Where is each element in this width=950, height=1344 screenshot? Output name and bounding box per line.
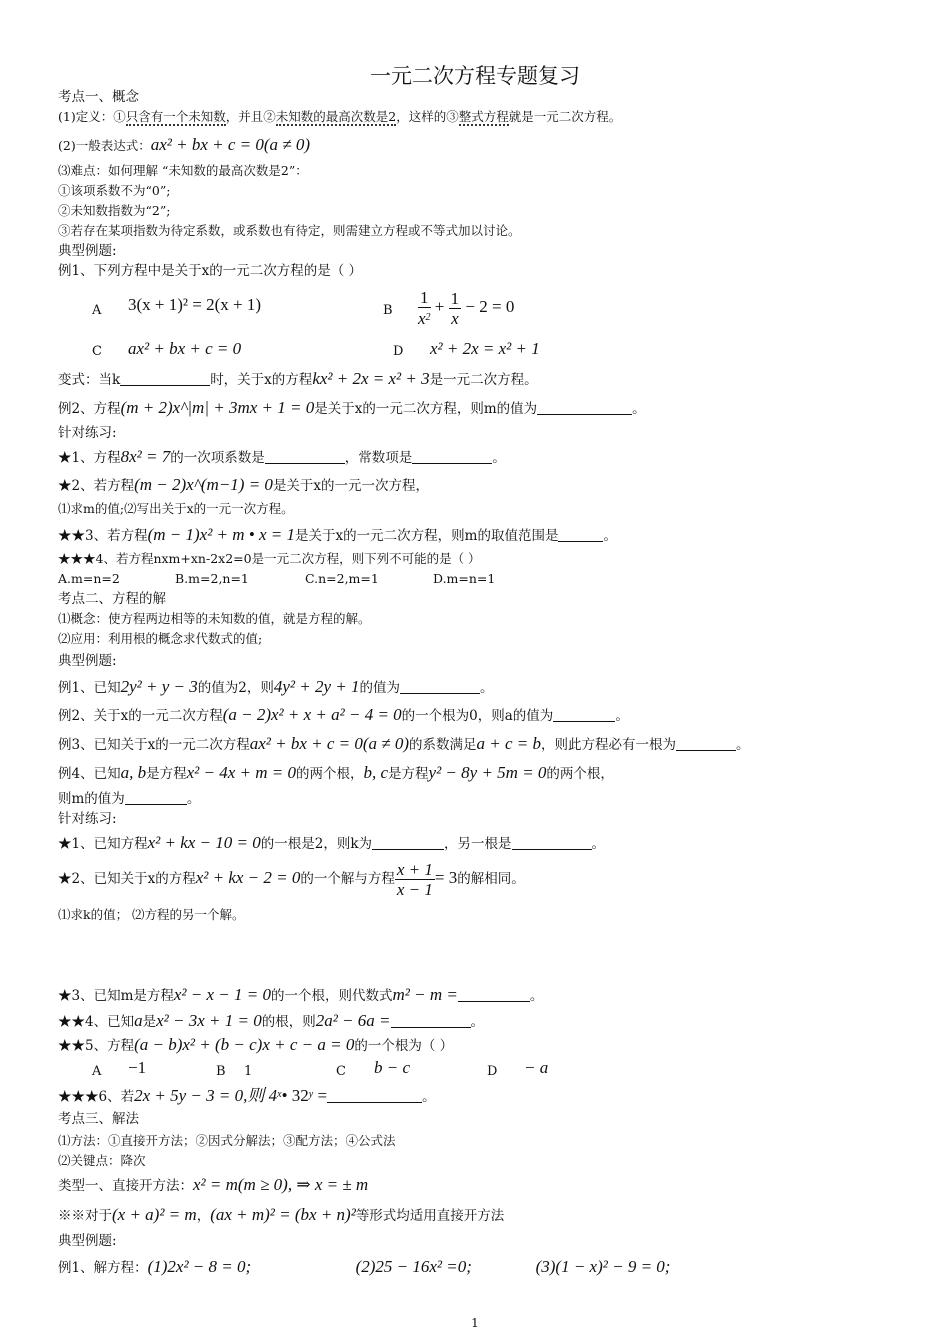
text: 的一次项系数是 bbox=[170, 450, 265, 466]
examples-label: 典型例题: bbox=[58, 653, 117, 669]
formula: (a − 2)x² + x + a² − 4 = 0 bbox=[222, 705, 402, 724]
formula: y² − 8y + 5m = 0 bbox=[428, 763, 547, 782]
text: 是关于x的一元一次方程， bbox=[272, 478, 430, 494]
example-1-question: 例1、下列方程中是关于x的一元二次方程的是（ ） bbox=[58, 263, 362, 279]
superscript: x bbox=[277, 1089, 282, 1100]
formula: x² − 3x + 1 = 0 bbox=[156, 1011, 262, 1030]
example-2-line: 例2、方程(m + 2)x^|m| + 3mx + 1 = 0是关于x的一元二次方程，则m的值为 。 bbox=[58, 398, 646, 417]
variant-line bbox=[58, 370, 538, 389]
formula: (2)25 − 16x² =0; bbox=[355, 1257, 472, 1276]
answer-blank[interactable] bbox=[391, 1013, 471, 1028]
def-text: (1)定义：① bbox=[58, 109, 126, 124]
answer-blank[interactable] bbox=[553, 707, 615, 722]
practice-3-line: ★★3、若方程(m − 1)x² + m • x = 1是关于x的一元二次方程，则m的取值范围是 。 bbox=[58, 525, 617, 544]
example-1-line bbox=[58, 1258, 670, 1277]
text: 则m的值为 bbox=[58, 791, 125, 807]
practice-4-line: ★★★4、若方程nxm+xn-2x2=0是一元二次方程，则下列不可能的是（ ） bbox=[58, 551, 481, 566]
option-label: A bbox=[92, 303, 102, 318]
practice-1-line: ★1、已知方程x² + kx − 10 = 0的一根是2，则k为 ，另一根是 。 bbox=[58, 833, 606, 852]
option-b-formula: $\frac{1}{x^2}$ + $\frac{1}{x}$ − 2 = 0 bbox=[418, 288, 515, 328]
answer-blank[interactable] bbox=[372, 835, 444, 850]
answer-blank[interactable] bbox=[558, 527, 603, 542]
formula: x² + kx − 10 = 0 bbox=[147, 833, 261, 852]
difficulty-title: ⑶难点：如何理解 “未知数的最高次数是2”： bbox=[58, 163, 308, 178]
text: 的一个解与方程 bbox=[300, 871, 395, 887]
formula: (3)(1 − x)² − 9 = 0; bbox=[535, 1257, 671, 1276]
formula: = 3 bbox=[434, 868, 458, 887]
definition-line bbox=[58, 108, 621, 126]
option-label: A bbox=[92, 1064, 102, 1079]
difficulty-point-1: ①该项系数不为“0”; bbox=[58, 183, 171, 198]
text: 是关于x的一元二次方程，则m的值为 bbox=[314, 401, 538, 417]
text: 例2、关于x的一元二次方程 bbox=[58, 708, 223, 724]
practice-2-line bbox=[58, 476, 429, 495]
formula: a, b bbox=[120, 763, 147, 782]
text: 是 bbox=[142, 1014, 157, 1030]
answer-blank[interactable] bbox=[327, 1088, 422, 1103]
application-line: ⑵应用：利用根的概念求代数式的值; bbox=[58, 631, 263, 646]
text: 例1、解方程： bbox=[58, 1260, 148, 1276]
option-a: −1 bbox=[128, 1058, 147, 1077]
text: 的两个根， bbox=[546, 766, 614, 782]
fraction-denominator: x − 1 bbox=[396, 880, 433, 899]
option: B.m=2,n=1 bbox=[175, 571, 249, 586]
text: ，则此方程必有一根为 bbox=[541, 737, 677, 753]
text: ★★★6、若 bbox=[58, 1089, 135, 1105]
def-emphasis-2: 未知数的最高次数是2 bbox=[275, 109, 397, 124]
formula: 2y² + y − 3 bbox=[120, 677, 198, 696]
option: C.n=2,m=1 bbox=[305, 571, 379, 586]
option-label: B bbox=[383, 303, 393, 318]
formula: = bbox=[317, 1086, 328, 1105]
formula: x² − 4x + m = 0 bbox=[186, 763, 296, 782]
text: ★★4、已知 bbox=[58, 1014, 135, 1030]
fraction-numerator: x + 1 bbox=[396, 860, 433, 879]
formula: ax² + bx + c = 0(a ≠ 0) bbox=[249, 734, 410, 753]
answer-blank[interactable] bbox=[125, 790, 187, 805]
text: 例2、方程 bbox=[58, 401, 121, 417]
text: 是方程 bbox=[388, 766, 429, 782]
section-heading-solution: 考点二、方程的解 bbox=[58, 591, 166, 607]
practice-3-line: ★3、已知m是方程x² − x − 1 = 0的一个根，则代数式m² − m = 。 bbox=[58, 985, 544, 1004]
text: 例3、已知关于x的一元二次方程 bbox=[58, 737, 250, 753]
formula: b, c bbox=[363, 763, 389, 782]
text: 的一个根为0，则a的值为 bbox=[401, 708, 554, 724]
formula: (1)2x² − 8 = 0; bbox=[147, 1257, 252, 1276]
example-2-line: 例2、关于x的一元二次方程(a − 2)x² + x + a² − 4 = 0的一个根为0，则a的值为 。 bbox=[58, 705, 629, 724]
text: 是关于x的一元二次方程，则m的取值范围是 bbox=[295, 528, 559, 544]
formula: 2a² − 6a = bbox=[315, 1011, 391, 1030]
difficulty-point-2: ②未知数指数为“2”; bbox=[58, 203, 171, 218]
text: ★1、已知方程 bbox=[58, 836, 148, 852]
formula: • 32 bbox=[281, 1086, 309, 1105]
example-3-line: 例3、已知关于x的一元二次方程ax² + bx + c = 0(a ≠ 0)的系数满足a + c = b，则此方程必有一根为 。 bbox=[58, 734, 750, 753]
text: 的系数满足 bbox=[409, 737, 477, 753]
formula: (m − 2)x^(m−1) = 0 bbox=[134, 475, 273, 494]
option-d-formula: x² + 2x = x² + 1 bbox=[430, 339, 540, 358]
option-b-tail: − 2 = 0 bbox=[465, 296, 515, 316]
text: ，常数项是 bbox=[344, 450, 413, 466]
text: ，另一根是 bbox=[444, 836, 512, 852]
page-number: 1 bbox=[471, 1316, 479, 1330]
formula: (m − 1)x² + m • x = 1 bbox=[147, 525, 296, 544]
formula: x² = m(m ≥ 0), ⇒ x = ± m bbox=[193, 1175, 369, 1194]
option: A.m=n=2 bbox=[58, 571, 120, 586]
text: 的解相同。 bbox=[457, 871, 525, 887]
text: 的一根是2，则k为 bbox=[260, 836, 373, 852]
option-label: D bbox=[393, 344, 404, 359]
fraction: $\frac{1}{x}$ bbox=[450, 288, 460, 328]
examples-label: 典型例题: bbox=[58, 243, 117, 259]
section-heading-methods: 考点三、解法 bbox=[58, 1111, 139, 1127]
def-text: ，这样的③ bbox=[396, 109, 459, 124]
text: 时，关于x的方程 bbox=[210, 372, 313, 388]
answer-blank[interactable] bbox=[265, 449, 345, 464]
text: ★★3、若方程 bbox=[58, 528, 148, 544]
formula: (m + 2)x^|m| + 3mx + 1 = 0 bbox=[120, 398, 315, 417]
example-1-line: 例1、已知2y² + y − 3的值为2，则4y² + 2y + 1的值为 。 bbox=[58, 677, 494, 696]
option-c: b − c bbox=[374, 1058, 411, 1077]
text: 的值为2，则 bbox=[197, 680, 274, 696]
option-c-formula: ax² + bx + c = 0 bbox=[128, 339, 242, 358]
formula: 8x² = 7 bbox=[120, 447, 171, 466]
text: 类型一、直接开方法： bbox=[58, 1178, 193, 1194]
answer-blank[interactable] bbox=[458, 987, 530, 1002]
type-1-line bbox=[58, 1176, 368, 1195]
option-b: 1 bbox=[244, 1064, 253, 1079]
formula: a + c = b bbox=[476, 734, 542, 753]
formula: x² − x − 1 = 0 bbox=[173, 985, 271, 1004]
practice-4-options bbox=[58, 570, 495, 588]
option: D.m=n=1 bbox=[433, 571, 496, 586]
superscript: y bbox=[308, 1089, 314, 1100]
text: ※※对于 bbox=[58, 1208, 112, 1224]
practice-label: 针对练习: bbox=[58, 425, 117, 441]
example-4-line-2: 则m的值为 。 bbox=[58, 791, 201, 807]
text: 是方程 bbox=[146, 766, 187, 782]
concept-line: ⑴概念：使方程两边相等的未知数的值，就是方程的解。 bbox=[58, 611, 371, 626]
practice-6-line: ★★★6、若2x + 5y − 3 = 0,则 4$^x$• 32$^y$ = 。 bbox=[58, 1086, 436, 1105]
answer-blank[interactable] bbox=[412, 449, 492, 464]
text: 的一个根为（ ） bbox=[354, 1038, 454, 1054]
key-point-line: ⑵关键点：降次 bbox=[58, 1153, 146, 1168]
methods-line: ⑴方法：①直接开方法；②因式分解法；③配方法；④公式法 bbox=[58, 1133, 396, 1148]
text: 是一元二次方程。 bbox=[429, 372, 538, 388]
formula: 4y² + 2y + 1 bbox=[273, 677, 360, 696]
text: 的一个根，则代数式 bbox=[271, 988, 393, 1004]
practice-1-line: ★1、方程8x² = 7的一次项系数是 ，常数项是 。 bbox=[58, 447, 506, 466]
text: 的值为 bbox=[359, 680, 400, 696]
def-text: 就是一元二次方程。 bbox=[508, 109, 622, 124]
option-label: B bbox=[216, 1064, 226, 1079]
formula: 2x + 5y − 3 = 0,则 4 bbox=[134, 1086, 278, 1105]
formula: (a − b)x² + (b − c)x + c − a = 0 bbox=[134, 1035, 355, 1054]
def-emphasis-3: 整式方程 bbox=[458, 109, 509, 124]
formula: x² + kx − 2 = 0 bbox=[195, 868, 301, 887]
general-form-formula: ax² + bx + c = 0(a ≠ 0) bbox=[150, 135, 311, 154]
option-label: D bbox=[487, 1064, 498, 1079]
general-form-line bbox=[58, 136, 310, 155]
practice-2-line bbox=[58, 860, 525, 899]
option-a-formula: 3(x + 1)² = 2(x + 1) bbox=[128, 295, 262, 314]
section-heading-concept: 考点一、概念 bbox=[58, 89, 139, 105]
text: ★2、若方程 bbox=[58, 478, 135, 494]
answer-blank[interactable] bbox=[120, 371, 210, 386]
text: ， bbox=[196, 1208, 211, 1224]
answer-blank[interactable] bbox=[512, 835, 592, 850]
examples-label: 典型例题: bbox=[58, 1233, 117, 1249]
fraction: $\frac{1}{x^2}$ bbox=[418, 288, 431, 328]
text: 变式：当k bbox=[58, 372, 121, 388]
general-form-label: (2)一般表达式： bbox=[58, 138, 151, 153]
option-d: − a bbox=[524, 1058, 549, 1077]
text: ★2、已知关于x的方程 bbox=[58, 871, 196, 887]
def-text: ，并且② bbox=[225, 109, 276, 124]
answer-blank[interactable] bbox=[400, 679, 480, 694]
practice-4-line: ★★4、已知a是x² − 3x + 1 = 0的根，则2a² − 6a = 。 bbox=[58, 1011, 484, 1030]
fraction bbox=[395, 860, 435, 899]
formula: kx² + 2x = x² + 3 bbox=[312, 369, 430, 388]
text: ★1、方程 bbox=[58, 450, 121, 466]
formula: a bbox=[134, 1011, 143, 1030]
text: 的根，则 bbox=[261, 1014, 316, 1030]
text: ★3、已知m是方程 bbox=[58, 988, 174, 1004]
text: 例1、已知 bbox=[58, 680, 121, 696]
text: 的两个根， bbox=[295, 766, 364, 782]
type-1-note bbox=[58, 1206, 504, 1225]
practice-label: 针对练习: bbox=[58, 811, 117, 827]
def-emphasis-1: 只含有一个未知数 bbox=[125, 109, 226, 124]
answer-blank[interactable] bbox=[676, 736, 736, 751]
option-label: C bbox=[336, 1064, 346, 1079]
example-4-line bbox=[58, 764, 614, 783]
practice-2-sub: ⑴求k的值； ⑵方程的另一个解。 bbox=[58, 907, 245, 922]
difficulty-point-3: ③若存在某项指数为待定系数，或系数也有待定，则需建立方程或不等式加以讨论。 bbox=[58, 223, 521, 238]
answer-blank[interactable] bbox=[537, 400, 632, 415]
formula: m² − m = bbox=[392, 985, 458, 1004]
option-label: C bbox=[92, 344, 102, 359]
formula: (ax + m)² = (bx + n)² bbox=[210, 1205, 356, 1224]
practice-5-line bbox=[58, 1036, 453, 1055]
text: ★★5、方程 bbox=[58, 1038, 135, 1054]
formula: (x + a)² = m bbox=[112, 1205, 197, 1224]
text: 例4、已知 bbox=[58, 766, 121, 782]
page-title: 一元二次方程专题复习 bbox=[370, 64, 580, 88]
practice-2-sub: ⑴求m的值;⑵写出关于x的一元一次方程。 bbox=[58, 501, 294, 516]
text: 等形式均适用直接开方法 bbox=[355, 1208, 505, 1224]
